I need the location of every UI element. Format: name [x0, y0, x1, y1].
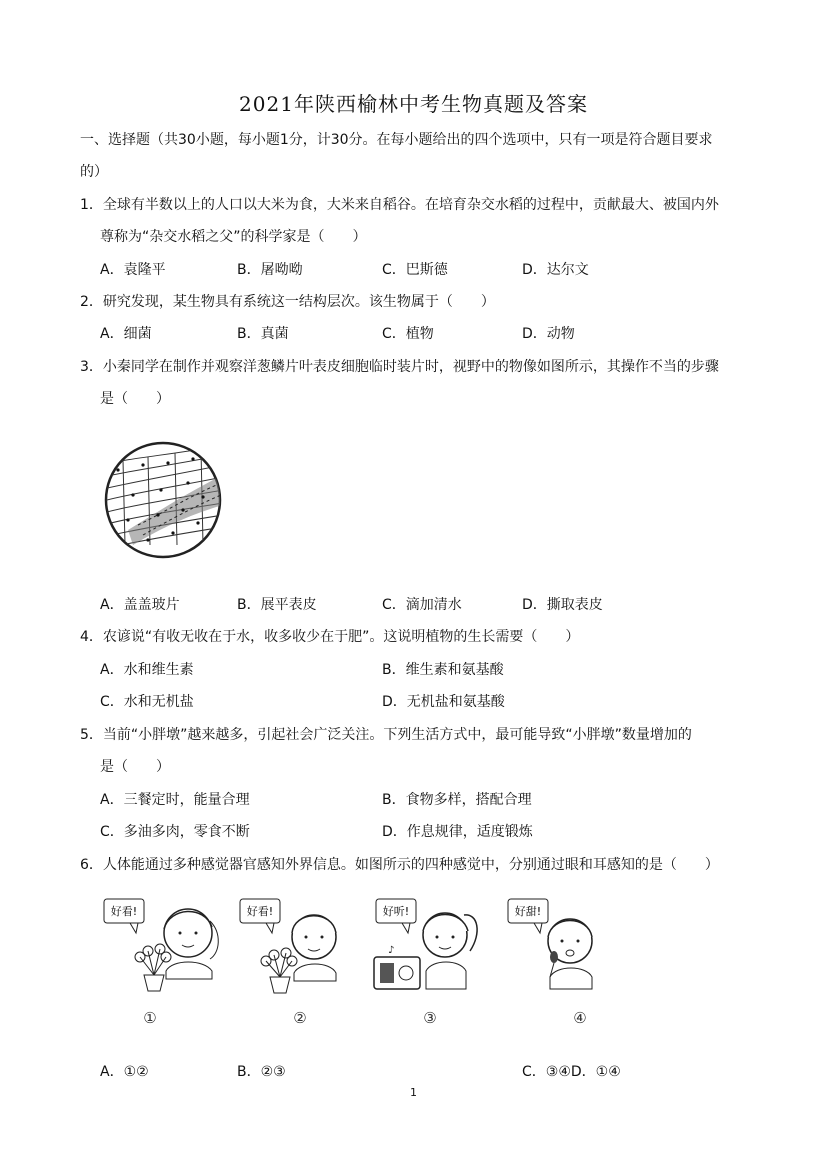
section-instructions: 一、选择题（共30小题，每小题1分，计30分。在每小题给出的四个选项中，只有一项是符合题目要求	[80, 132, 713, 148]
question-1-option-c: C．巴斯德	[382, 262, 448, 278]
svg-text:♪: ♪	[388, 945, 395, 956]
senses-panel-4	[508, 899, 592, 989]
section-instructions-cont: 的）	[80, 164, 108, 180]
question-2-option-c: C．植物	[382, 326, 434, 342]
question-1-text: 1．全球有半数以上的人口以大米为食，大米来自稻谷。在培育杂交水稻的过程中，贡献最大、被国内外	[80, 197, 719, 213]
bubble-2-text: 好看!	[246, 905, 274, 918]
bubble-3-text: 好听!	[382, 905, 410, 918]
question-4-option-b: B．维生素和氨基酸	[382, 662, 504, 678]
page-number: 1	[410, 1086, 417, 1099]
bubble-1-text: 好看!	[110, 905, 138, 918]
senses-figure	[100, 893, 620, 1033]
microscope-view-figure	[103, 435, 223, 565]
question-6-option-b: B．②③	[237, 1064, 286, 1080]
question-2-option-a: A．细菌	[100, 326, 152, 342]
figure-label-3: ③	[423, 1009, 437, 1027]
question-4-option-d: D．无机盐和氨基酸	[382, 694, 505, 710]
senses-panel-1	[104, 899, 218, 991]
question-5-text: 5．当前“小胖墩”越来越多，引起社会广泛关注。下列生活方式中，最可能导致“小胖墩”数量增加的	[80, 727, 692, 743]
question-5-option-b: B．食物多样，搭配合理	[382, 792, 532, 808]
question-5-option-d: D．作息规律，适度锻炼	[382, 824, 533, 840]
question-5-option-a: A．三餐定时，能量合理	[100, 792, 250, 808]
question-5-option-c: C．多油多肉，零食不断	[100, 824, 250, 840]
question-2-option-b: B．真菌	[237, 326, 289, 342]
question-4-option-a: A．水和维生素	[100, 662, 194, 678]
question-4-text: 4．农谚说“有收无收在于水，收多收少在于肥”。这说明植物的生长需要（ ）	[80, 629, 580, 645]
figure-label-4: ④	[573, 1009, 587, 1027]
question-2-option-d: D．动物	[522, 326, 575, 342]
page-title: 2021年陕西榆林中考生物真题及答案	[239, 92, 588, 116]
question-5-text-cont: 是（ ）	[100, 759, 170, 775]
question-1-text-cont: 尊称为“杂交水稻之父”的科学家是（ ）	[100, 229, 367, 245]
question-3-option-a: A．盖盖玻片	[100, 597, 180, 613]
question-4-option-c: C．水和无机盐	[100, 694, 194, 710]
question-3-text: 3．小秦同学在制作并观察洋葱鳞片叶表皮细胞临时装片时，视野中的物像如图所示，其操作不当的步骤	[80, 359, 719, 375]
question-3-option-d: D．撕取表皮	[522, 597, 603, 613]
question-6-option-a: A．①②	[100, 1064, 149, 1080]
question-6-option-cd: C．③④D．①④	[522, 1064, 621, 1080]
question-1-option-d: D．达尔文	[522, 262, 589, 278]
question-3-option-b: B．展平表皮	[237, 597, 317, 613]
question-3-option-c: C．滴加清水	[382, 597, 462, 613]
bubble-4-text: 好甜!	[514, 905, 542, 918]
figure-label-2: ②	[293, 1009, 307, 1027]
senses-panel-2	[240, 899, 336, 993]
question-1-option-b: B．屠呦呦	[237, 262, 303, 278]
question-2-text: 2．研究发现，某生物具有系统这一结构层次。该生物属于（ ）	[80, 294, 495, 310]
senses-panel-3	[374, 899, 477, 989]
question-3-text-cont: 是（ ）	[100, 391, 170, 407]
figure-label-1: ①	[143, 1009, 157, 1027]
question-6-text: 6．人体能通过多种感觉器官感知外界信息。如图所示的四种感觉中，分别通过眼和耳感知的是（ ）	[80, 857, 719, 873]
question-1-option-a: A．袁隆平	[100, 262, 166, 278]
